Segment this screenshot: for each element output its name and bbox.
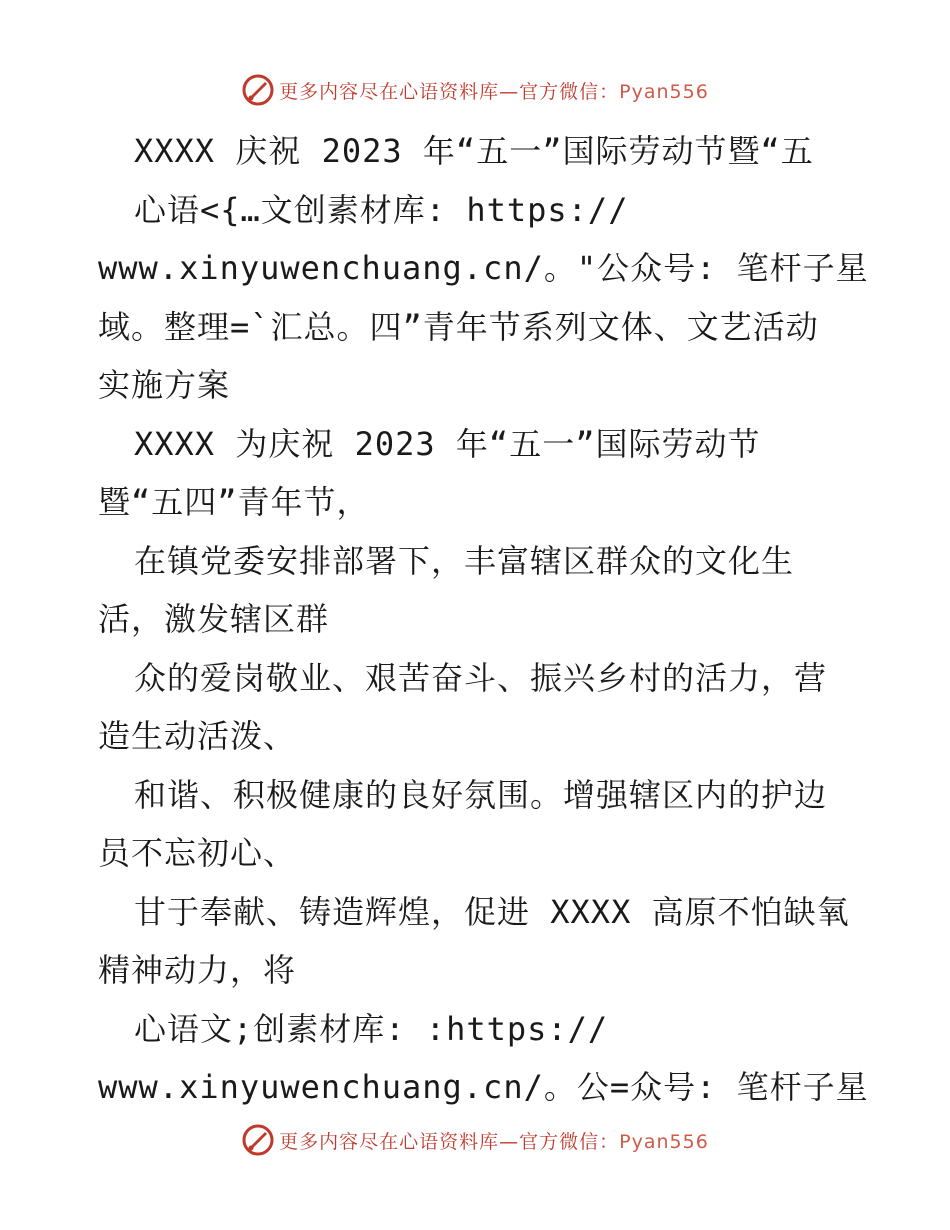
quill-seal-icon	[241, 73, 275, 107]
text-line: 甘于奉献、铸造辉煌，促进 XXXX 高原不怕缺氧	[134, 892, 850, 931]
text-line: www.xinyuwenchuang.cn/。"公众号: 笔杆子星	[98, 249, 869, 287]
text-line: 在镇党委安排部署下，丰富辖区群众的文化生	[134, 541, 795, 580]
text-line: 心语文;创素材库: :https://	[134, 1009, 609, 1048]
text-line: 精神动力，将	[98, 951, 297, 989]
banner-text: 更多内容尽在心语资料库—官方微信：	[279, 80, 620, 103]
text-line: XXXX 为庆祝 2023 年“五一”国际劳动节	[134, 424, 761, 463]
footer-banner	[0, 1120, 950, 1160]
text-line: 实施方案	[98, 366, 231, 404]
text-line: 暨“五四”青年节，	[98, 483, 370, 521]
quill-seal-icon	[241, 1123, 275, 1157]
text-line: www.xinyuwenchuang.cn/。公=众号: 笔杆子星	[98, 1068, 869, 1106]
text-line: XXXX 庆祝 2023 年“五一”国际劳动节暨“五	[134, 132, 814, 170]
text-line: 众的爱岗敬业、艰苦奋斗、振兴乡村的活力，营	[134, 658, 828, 697]
text-line: 心语<{…文创素材库: https://	[134, 190, 629, 229]
text-line: 员不忘初心、	[98, 834, 297, 872]
text-line: 活，激发辖区群	[98, 600, 330, 638]
banner-handle: Pyan556	[619, 1130, 709, 1153]
banner-handle: Pyan556	[619, 80, 709, 103]
banner-text: 更多内容尽在心语资料库—官方微信：	[279, 1130, 620, 1153]
text-line: 域。整理=`汇总。四”青年节系列文体、文艺活动	[98, 307, 819, 346]
text-line: 造生动活泼、	[98, 717, 297, 755]
document-body	[98, 122, 869, 1117]
header-banner	[0, 70, 950, 110]
text-line: 和谐、积极健康的良好氛围。增强辖区内的护边	[134, 775, 828, 814]
